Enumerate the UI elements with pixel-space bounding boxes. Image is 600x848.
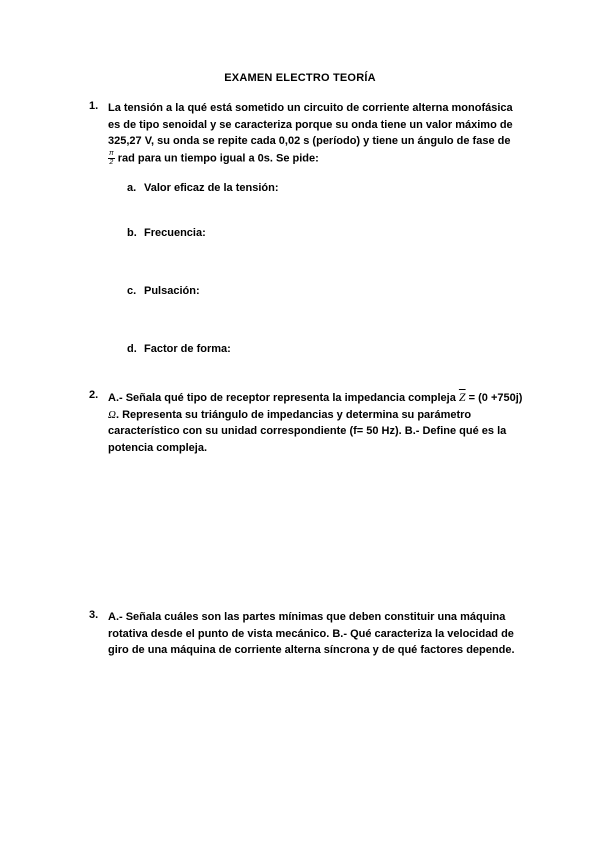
question-3 xyxy=(89,609,529,659)
subquestion-a xyxy=(127,182,279,194)
question-line: potencia compleja. xyxy=(108,441,208,454)
question-number: 1. xyxy=(89,100,99,112)
question-line xyxy=(108,150,529,167)
subquestion-letter: d. xyxy=(127,343,137,355)
subquestion-text: Pulsación: xyxy=(144,285,200,297)
exam-title: EXAMEN ELECTRO TEORÍA xyxy=(224,72,376,84)
question-number: 2. xyxy=(89,389,99,401)
subquestion-c xyxy=(127,285,200,297)
question-line xyxy=(108,407,529,424)
impedance-value: = (0 +750j) xyxy=(468,392,523,404)
question-line-text: A.- Señala qué tipo de receptor representa la impedancia compleja xyxy=(108,392,456,404)
question-line: 325,27 V, su onda se repite cada 0,02 s (período) y tiene un ángulo de fase de xyxy=(108,135,511,147)
question-line-text: rad para un tiempo igual a 0s. Se pide: xyxy=(117,151,319,164)
fraction-denominator: 2 xyxy=(109,158,114,166)
subquestion-d xyxy=(127,343,231,355)
subquestion-text: Factor de forma: xyxy=(144,343,231,355)
subquestion-letter: a. xyxy=(127,182,137,194)
question-text xyxy=(108,389,529,456)
question-1 xyxy=(89,100,529,167)
question-line: giro de una máquina de corriente alterna síncrona y de qué factores depende. xyxy=(108,644,515,656)
question-line: característico con su unidad correspondiente (f= 50 Hz). B.- Define qué es la xyxy=(108,425,507,437)
fraction-numerator: π xyxy=(109,149,114,157)
question-2 xyxy=(89,389,529,456)
subquestion-text: Valor eficaz de la tensión: xyxy=(144,182,279,194)
subquestion-text: Frecuencia: xyxy=(144,227,206,239)
question-line: es de tipo senoidal y se caracteriza porque su onda tiene un valor máximo de xyxy=(108,118,513,131)
question-line: A.- Señala cuáles son las partes mínimas que deben constituir una máquina xyxy=(108,611,506,623)
subquestion-letter: b. xyxy=(127,227,137,239)
ohm-symbol: Ω xyxy=(108,408,116,421)
question-line: rotativa desde el punto de vista mecánico. B.- Qué caracteriza la velocidad de xyxy=(108,627,514,640)
question-text xyxy=(108,609,529,659)
pi-over-two-fraction xyxy=(108,150,115,167)
question-line xyxy=(108,389,529,407)
question-text xyxy=(108,100,529,167)
subquestion-letter: c. xyxy=(127,285,137,297)
question-line-text: . Representa su triángulo de impedancias y determina su parámetro xyxy=(115,408,472,421)
impedance-symbol: $\overline{Z}$ xyxy=(458,390,466,404)
subquestion-b xyxy=(127,227,206,239)
question-number: 3. xyxy=(89,609,99,621)
question-line: La tensión a la qué está sometido un circuito de corriente alterna monofásica xyxy=(108,102,513,114)
